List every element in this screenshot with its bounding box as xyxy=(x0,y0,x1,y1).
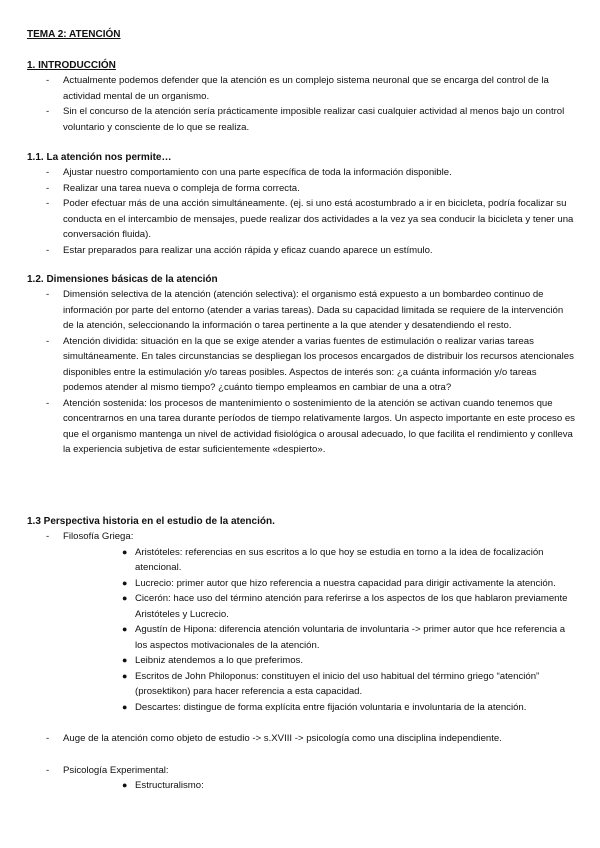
section-heading-perspectiva: 1.3 Perspectiva historia en el estudio de la atención. xyxy=(27,516,275,527)
dash-marker: - xyxy=(46,244,50,256)
dash-marker: - xyxy=(46,198,50,209)
dash-marker: - xyxy=(46,733,50,744)
spacer xyxy=(27,747,575,763)
bullet-item: ● Cicerón: hace uso del término atención para referirse a los aspectos de los que hablaron previamente Aristóteles y Lucrecio. xyxy=(122,593,568,620)
bullet-item: ● Leibniz atendemos a lo que preferimos. xyxy=(63,653,575,669)
spacer xyxy=(27,715,575,731)
greek-philosophy-list xyxy=(63,545,575,716)
bullet-item: ● Estructuralismo: xyxy=(63,778,575,794)
section-heading-permite: 1.1. La atención nos permite… xyxy=(27,152,172,163)
list-item: - Atención dividida: situación en la que se exige atender a varias fuentes de estimulación o realizar varias tareas simultáneamente. En tales circunstancias se despliegan los procesos encargados de distribuir los recursos atencionales disponibles entre la estimulación y/o tareas posibles. Aspectos de interés son: ¿a cuánta información y/o tareas podemos atender al mismo tiempo? ¿cuánto tiempo empleamos en cambiar de una a otra? xyxy=(46,335,574,393)
list-item: - Psicología Experimental: ● Estructuralismo: xyxy=(27,763,575,794)
list-item: - Estar preparados para realizar una acción rápida y eficaz cuando aparece un estímulo. xyxy=(27,243,575,259)
perspectiva-list xyxy=(27,529,575,794)
dash-marker: - xyxy=(46,531,50,542)
dash-marker: - xyxy=(46,167,50,178)
bullet-item: ● Descartes: distingue de forma explícita entre fijación voluntaria e involuntaria de la atención. xyxy=(63,700,575,716)
dash-marker: - xyxy=(46,182,50,194)
bullet-item: ● Escritos de John Philoponus: constituyen el inicio del uso habitual del término griego “atención” (prosektikon) para hacer referencia a esta capacidad. xyxy=(122,670,540,697)
list-item: - Auge de la atención como objeto de estudio -> s.XVIII -> psicología como una disciplina independiente. xyxy=(27,731,575,747)
list-item: - Ajustar nuestro comportamiento con una parte específica de toda la información disponible. xyxy=(27,165,575,181)
permite-list xyxy=(27,165,575,258)
list-item: - Atención sostenida: los procesos de mantenimiento o sostenimiento de la atención se activan cuando tenemos que concentrarnos en una tarea durante períodos de tiempo relativamente largos. Un aspecto importante en este proceso es que el organismo mantenga un nivel de actividad fisiológica o arousal adecuado, lo que facilita el rendimiento y conlleva la experiencia subjetiva de estar suficientemente «despierto». xyxy=(46,397,575,455)
list-item: - Dimensión selectiva de la atención (atención selectiva): el organismo está expuesto a un bombardeo continuo de información por parte del entorno (atender a varias tareas). Dada su capacidad limitada se requiere de la intervención de la atención, seleccionando la información o tarea pertinente a la que atender y desatendiendo el resto. xyxy=(46,289,564,331)
dash-marker: - xyxy=(46,106,50,117)
bullet-item: ● Agustín de Hipona: diferencia atención voluntaria de involuntaria -> primer autor que hce referencia a los aspectos motivacionales de la atención. xyxy=(122,624,566,651)
dash-marker: - xyxy=(46,289,50,300)
bullet-icon: ● xyxy=(122,780,128,790)
introduccion-list xyxy=(27,73,575,135)
list-item: - Poder efectuar más de una acción simultáneamente. (ej. si uno está acostumbrado a ir en bicicleta, podría focalizar su conducta en el intercambio de mensajes, puede realizar dos actividades a la vez ya sea conducir la bicicleta y tener una conversación fluida). xyxy=(46,198,574,240)
bullet-icon: ● xyxy=(122,701,128,712)
bullet-icon: ● xyxy=(122,577,128,588)
dash-marker: - xyxy=(46,335,50,347)
bullet-item: ● Aristóteles: referencias en sus escritos a lo que hoy se estudia en torno a la idea de focalización atencional. xyxy=(122,546,544,573)
dash-marker: - xyxy=(46,397,50,409)
dash-marker: - xyxy=(46,764,50,776)
list-item: - Filosofía Griega: ● Aristóteles: referencias en sus escritos a lo que hoy se estudia en torno a la idea de focalización atencional. ● Lucrecio: primer autor que hizo referencia a nuestra capacidad para dirigir activamente la atención. ● Cicerón: hace uso del término atención para referirse a los aspectos de los que hablaron previamente Aristóteles y Lucrecio. ● Agustín de Hipona: diferencia atención voluntaria de involuntaria -> primer autor que hce referencia a los aspectos motivacionales de la atención. ● Leibniz atendemos a lo que preferimos. ● Escritos de John Philoponus: constituyen el inicio del uso habitual del término griego “atención” (prosektikon) para hacer referencia a esta capacidad. ● Descartes: distingue de forma explícita entre fijación voluntaria e involuntaria de la atención. xyxy=(27,529,575,715)
section-heading-introduccion: 1. INTRODUCCIÓN xyxy=(27,60,116,71)
bullet-icon: ● xyxy=(122,546,128,557)
bullet-icon: ● xyxy=(122,655,128,665)
dash-marker: - xyxy=(46,75,50,86)
bullet-icon: ● xyxy=(122,624,128,634)
list-item: - Sin el concurso de la atención sería prácticamente imposible realizar casi cualquier actividad al menos bajo un control voluntario y consciente de lo que se realiza. xyxy=(46,106,565,133)
dimensiones-list xyxy=(27,287,575,458)
document-title: TEMA 2: ATENCIÓN xyxy=(27,29,121,40)
experimental-list xyxy=(63,778,575,794)
bullet-icon: ● xyxy=(122,593,128,603)
list-item: - Realizar una tarea nueva o compleja de forma correcta. xyxy=(27,181,575,197)
section-heading-dimensiones: 1.2. Dimensiones básicas de la atención xyxy=(27,274,218,285)
list-item: - Actualmente podemos defender que la atención es un complejo sistema neuronal que se encarga del control de la actividad mental de un organismo. xyxy=(46,75,549,102)
bullet-icon: ● xyxy=(122,670,128,681)
bullet-item: ● Lucrecio: primer autor que hizo referencia a nuestra capacidad para dirigir activamente la atención. xyxy=(63,576,575,592)
